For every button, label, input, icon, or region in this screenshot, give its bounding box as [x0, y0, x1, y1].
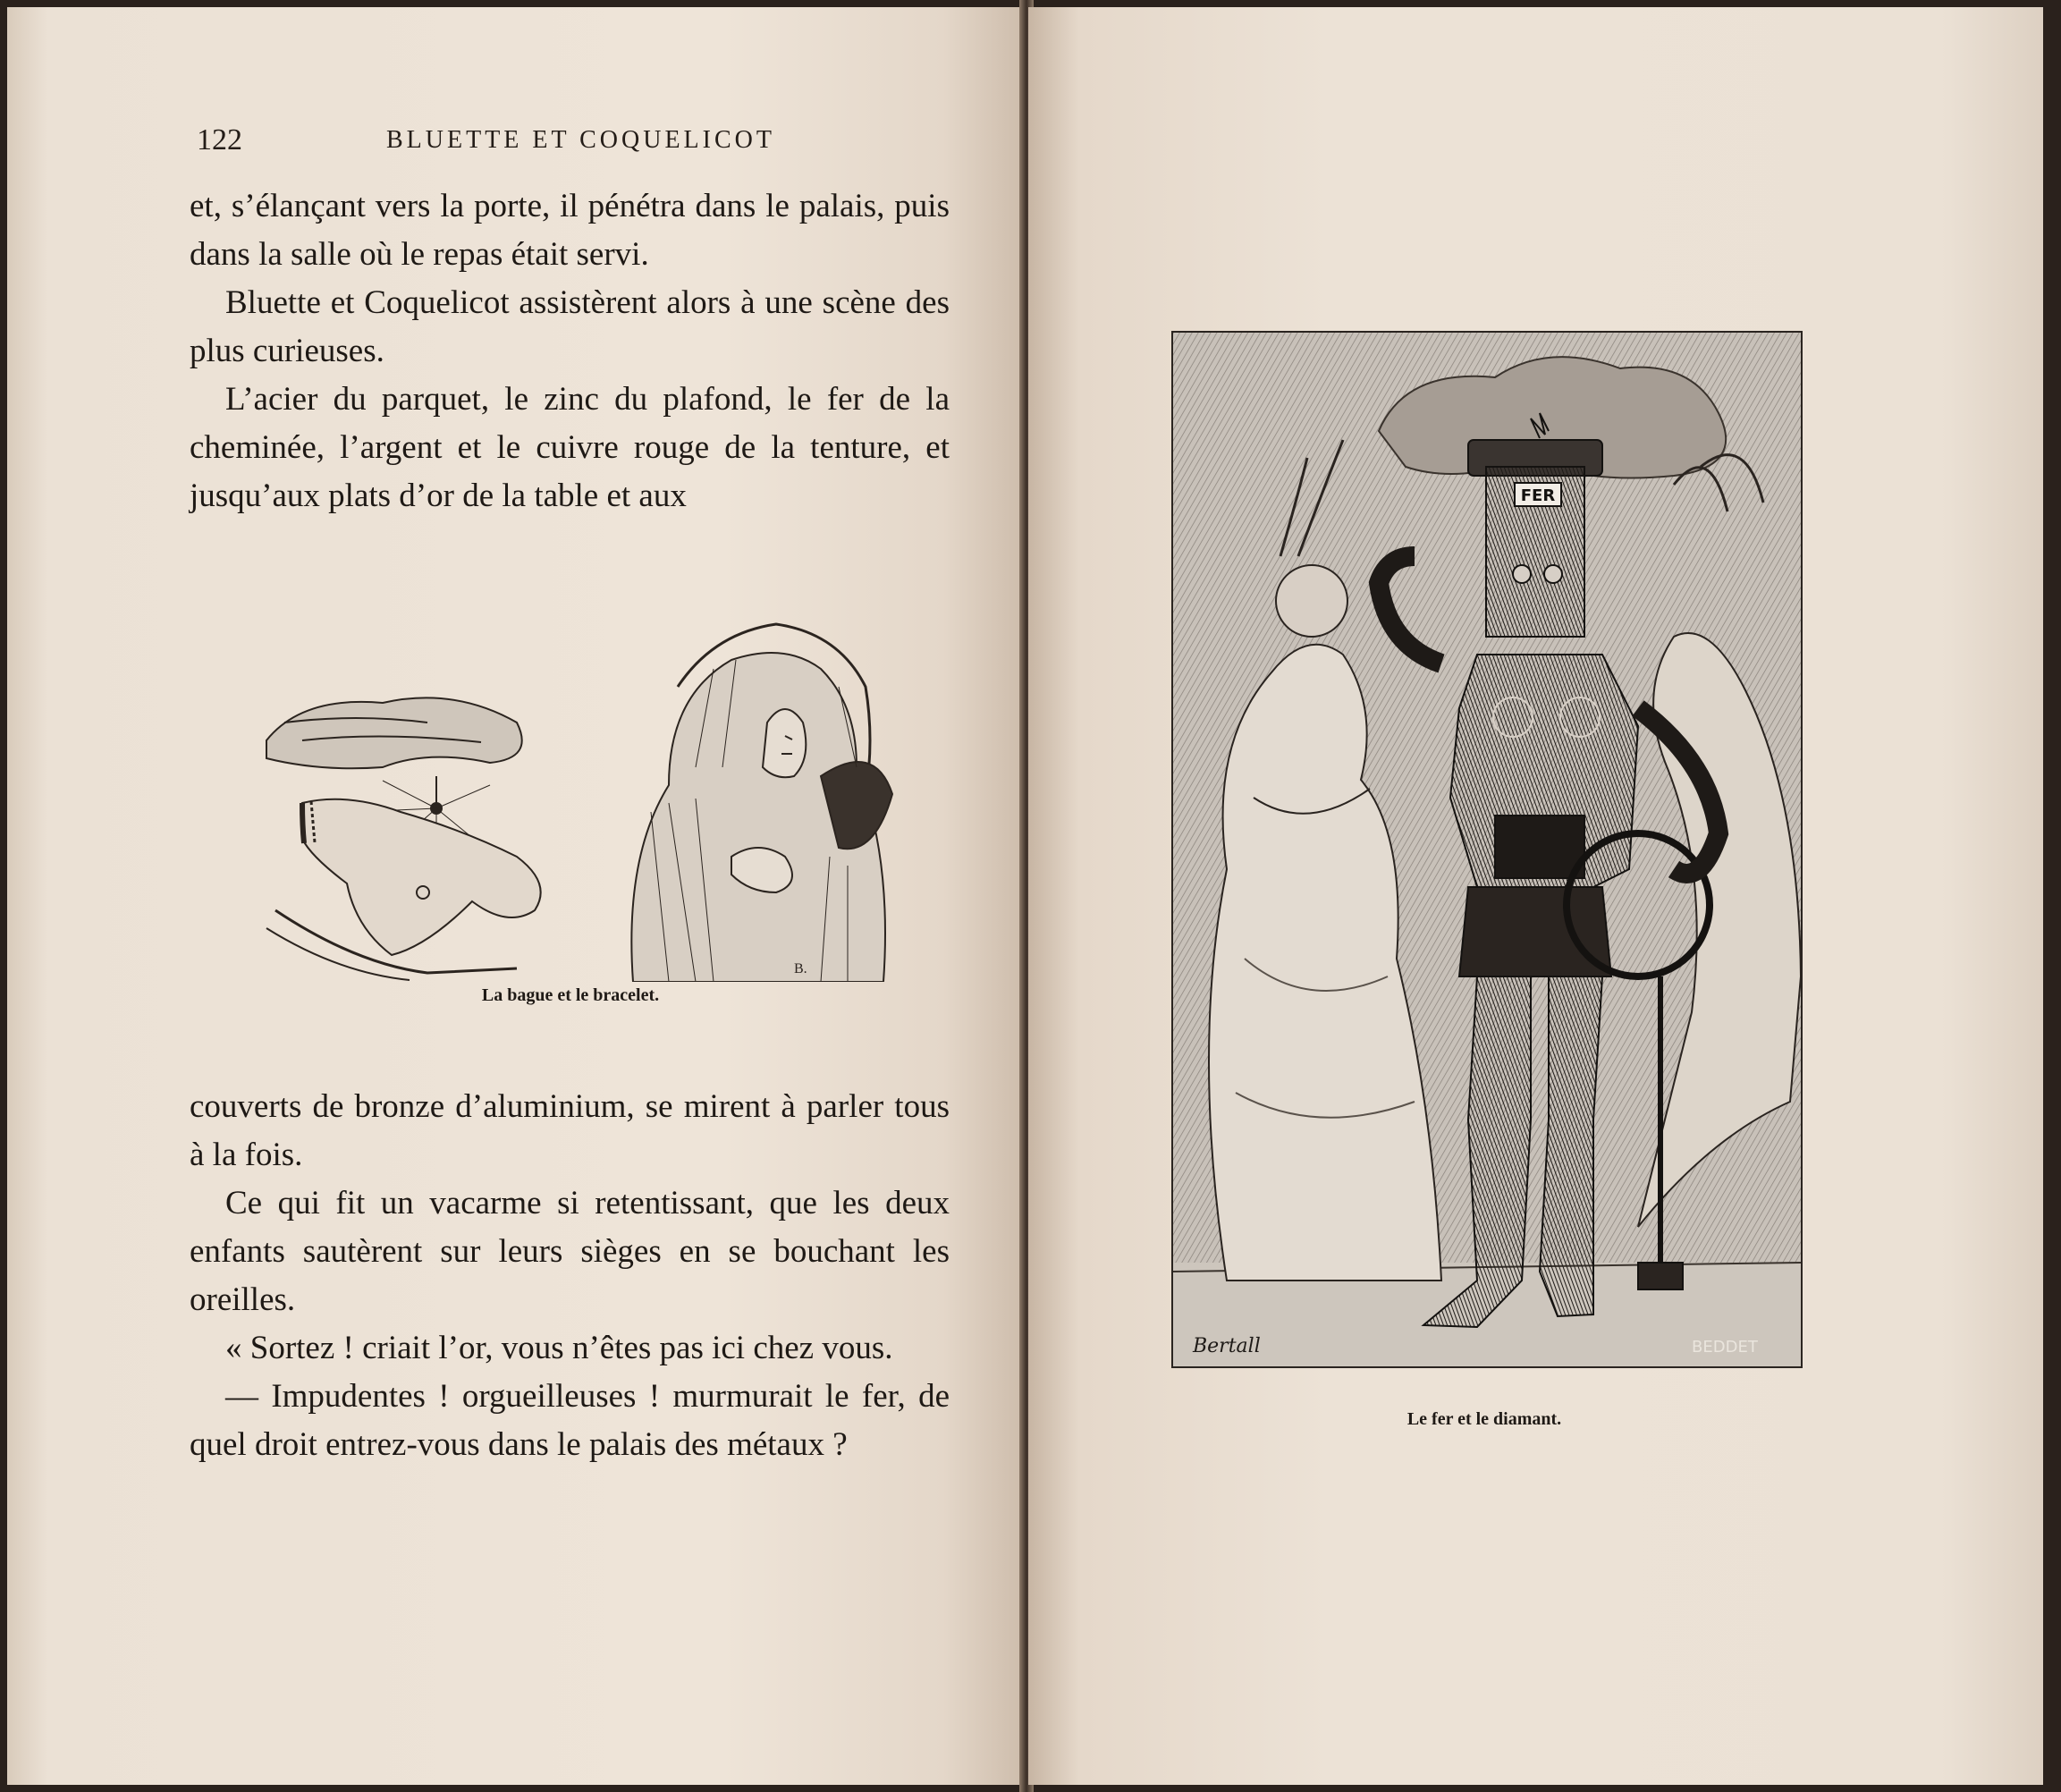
engraving-plate [1171, 331, 1803, 1368]
text-block-bottom [190, 1083, 950, 1469]
paragraph: Bluette et Coquelicot assistèrent alors à une scène des plus curieuses. [190, 284, 950, 369]
illustration-ring-bracelet [249, 588, 910, 982]
page-number: 122 [197, 123, 242, 156]
engraving-iron-and-diamond [1173, 333, 1801, 1366]
engraving-ring-bracelet [249, 588, 910, 982]
paragraph: — Impudentes ! orgueilleuses ! murmurait le fer, de quel droit entrez-vous dans le palais des métaux ? [190, 1378, 950, 1463]
figure-caption: La bague et le bracelet. [481, 985, 660, 1005]
figure-signature: B. [794, 961, 807, 976]
paragraph: L’acier du parquet, le zinc du plafond, le fer de la cheminée, l’argent et le cuivre rouge de la tenture, et jusqu’aux plats d’or de la table et aux [190, 381, 950, 514]
paragraph: Ce qui fit un vacarme si retentissant, que les deux enfants sautèrent sur leurs sièges en se bouchant les oreilles. [190, 1185, 950, 1318]
plate-signature-engraver: BEDDET [1692, 1338, 1758, 1357]
running-head [197, 123, 787, 163]
plate-caption: Le fer et le diamant. [1406, 1409, 1562, 1429]
text-block-top [190, 182, 950, 520]
running-head-title: BLUETTE ET COQUELICOT [386, 126, 775, 154]
left-page [7, 7, 1025, 1785]
paragraph: « Sortez ! criait l’or, vous n’êtes pas ici chez vous. [225, 1330, 893, 1366]
plate-label-fer: FER [1520, 486, 1556, 505]
paragraph: couverts de bronze d’aluminium, se mirent à parler tous à la fois. [190, 1088, 950, 1173]
right-page [1028, 7, 2043, 1785]
paragraph: et, s’élançant vers la porte, il pénétra dans le palais, puis dans la salle où le repas était servi. [190, 188, 950, 273]
plate-signature-artist: Bertall [1193, 1335, 1261, 1357]
